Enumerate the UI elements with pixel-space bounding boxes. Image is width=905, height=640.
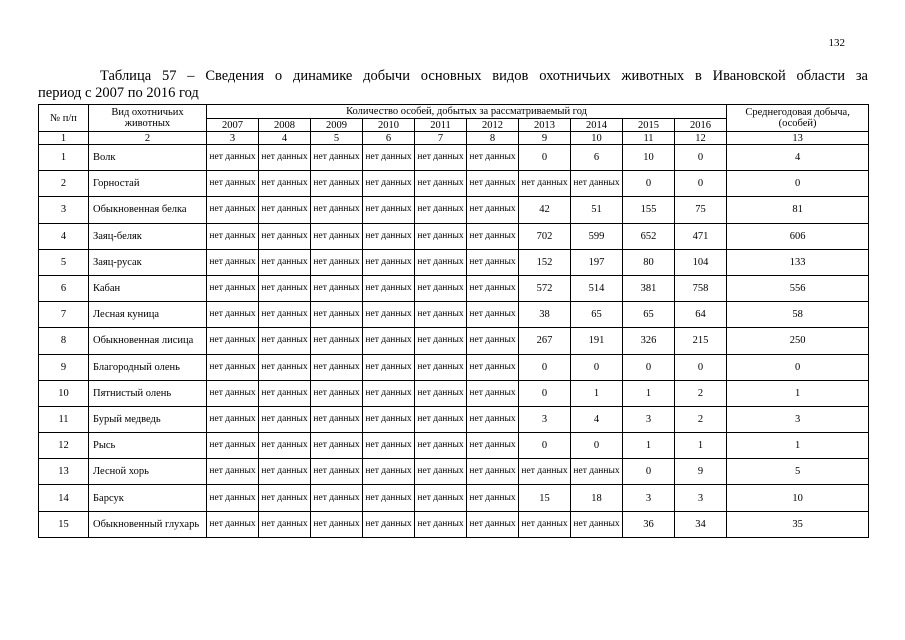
no-data-cell: нет данных <box>311 328 363 354</box>
row-number: 7 <box>39 302 89 328</box>
header-column-number: 4 <box>259 132 311 145</box>
count-cell: 471 <box>675 223 727 249</box>
no-data-cell: нет данных <box>363 249 415 275</box>
header-year: 2008 <box>259 119 311 132</box>
table-row <box>39 145 869 171</box>
no-data-cell: нет данных <box>311 406 363 432</box>
row-number: 9 <box>39 354 89 380</box>
no-data-cell: нет данных <box>259 223 311 249</box>
no-data-cell: нет данных <box>415 145 467 171</box>
no-data-cell: нет данных <box>363 328 415 354</box>
count-cell: 64 <box>675 302 727 328</box>
table-row <box>39 171 869 197</box>
count-cell: 65 <box>571 302 623 328</box>
count-cell: 104 <box>675 249 727 275</box>
no-data-cell: нет данных <box>363 302 415 328</box>
count-cell: 80 <box>623 249 675 275</box>
count-cell: 18 <box>571 485 623 511</box>
no-data-cell: нет данных <box>363 459 415 485</box>
count-cell: 0 <box>519 145 571 171</box>
no-data-cell: нет данных <box>259 171 311 197</box>
no-data-cell: нет данных <box>467 197 519 223</box>
row-number: 10 <box>39 380 89 406</box>
no-data-cell: нет данных <box>207 354 259 380</box>
average-cell: 5 <box>727 459 869 485</box>
row-number: 12 <box>39 433 89 459</box>
header-year: 2013 <box>519 119 571 132</box>
count-cell: 0 <box>675 171 727 197</box>
no-data-cell: нет данных <box>259 249 311 275</box>
no-data-cell: нет данных <box>311 302 363 328</box>
no-data-cell: нет данных <box>467 145 519 171</box>
row-number: 3 <box>39 197 89 223</box>
count-cell: 4 <box>571 406 623 432</box>
count-cell: 38 <box>519 302 571 328</box>
no-data-cell: нет данных <box>259 302 311 328</box>
count-cell: 0 <box>675 145 727 171</box>
no-data-cell: нет данных <box>207 459 259 485</box>
no-data-cell: нет данных <box>467 223 519 249</box>
no-data-cell: нет данных <box>207 511 259 537</box>
table-row <box>39 302 869 328</box>
no-data-cell: нет данных <box>311 459 363 485</box>
average-cell: 606 <box>727 223 869 249</box>
count-cell: 326 <box>623 328 675 354</box>
header-year: 2011 <box>415 119 467 132</box>
no-data-cell: нет данных <box>311 197 363 223</box>
count-cell: 0 <box>623 171 675 197</box>
row-number: 2 <box>39 171 89 197</box>
header-count-group: Количество особей, добытых за рассматриваемый год <box>207 105 727 119</box>
no-data-cell: нет данных <box>467 406 519 432</box>
table-row <box>39 459 869 485</box>
hunting-data-table <box>38 104 869 538</box>
no-data-cell: нет данных <box>519 511 571 537</box>
no-data-cell: нет данных <box>207 328 259 354</box>
species-name: Обыкновенная лисица <box>89 328 207 354</box>
no-data-cell: нет данных <box>311 171 363 197</box>
no-data-cell: нет данных <box>259 380 311 406</box>
no-data-cell: нет данных <box>415 406 467 432</box>
count-cell: 65 <box>623 302 675 328</box>
no-data-cell: нет данных <box>467 302 519 328</box>
average-cell: 250 <box>727 328 869 354</box>
table-row <box>39 485 869 511</box>
no-data-cell: нет данных <box>415 302 467 328</box>
table-row <box>39 433 869 459</box>
table-body <box>39 145 869 538</box>
count-cell: 652 <box>623 223 675 249</box>
no-data-cell: нет данных <box>207 197 259 223</box>
no-data-cell: нет данных <box>311 275 363 301</box>
no-data-cell: нет данных <box>415 485 467 511</box>
count-cell: 34 <box>675 511 727 537</box>
species-name: Заяц-беляк <box>89 223 207 249</box>
no-data-cell: нет данных <box>467 354 519 380</box>
row-number: 14 <box>39 485 89 511</box>
table-row <box>39 511 869 537</box>
count-cell: 6 <box>571 145 623 171</box>
species-name: Лесной хорь <box>89 459 207 485</box>
count-cell: 1 <box>623 433 675 459</box>
no-data-cell: нет данных <box>207 249 259 275</box>
average-cell: 4 <box>727 145 869 171</box>
table-row <box>39 328 869 354</box>
average-cell: 81 <box>727 197 869 223</box>
count-cell: 75 <box>675 197 727 223</box>
row-number: 8 <box>39 328 89 354</box>
count-cell: 3 <box>675 485 727 511</box>
no-data-cell: нет данных <box>363 223 415 249</box>
count-cell: 0 <box>623 459 675 485</box>
species-name: Обыкновенная белка <box>89 197 207 223</box>
count-cell: 514 <box>571 275 623 301</box>
row-number: 13 <box>39 459 89 485</box>
no-data-cell: нет данных <box>207 223 259 249</box>
header-column-number: 3 <box>207 132 259 145</box>
table-row <box>39 249 869 275</box>
no-data-cell: нет данных <box>363 511 415 537</box>
no-data-cell: нет данных <box>467 380 519 406</box>
species-name: Кабан <box>89 275 207 301</box>
header-column-numbers-row <box>39 132 869 145</box>
header-year: 2009 <box>311 119 363 132</box>
no-data-cell: нет данных <box>571 171 623 197</box>
count-cell: 197 <box>571 249 623 275</box>
average-cell: 1 <box>727 380 869 406</box>
average-cell: 58 <box>727 302 869 328</box>
average-cell: 35 <box>727 511 869 537</box>
no-data-cell: нет данных <box>311 249 363 275</box>
no-data-cell: нет данных <box>311 511 363 537</box>
count-cell: 51 <box>571 197 623 223</box>
count-cell: 758 <box>675 275 727 301</box>
header-column-number: 1 <box>39 132 89 145</box>
no-data-cell: нет данных <box>259 197 311 223</box>
no-data-cell: нет данных <box>467 459 519 485</box>
average-cell: 133 <box>727 249 869 275</box>
no-data-cell: нет данных <box>207 302 259 328</box>
row-number: 4 <box>39 223 89 249</box>
no-data-cell: нет данных <box>207 380 259 406</box>
species-name: Горностай <box>89 171 207 197</box>
count-cell: 1 <box>571 380 623 406</box>
header-column-number: 9 <box>519 132 571 145</box>
no-data-cell: нет данных <box>363 171 415 197</box>
count-cell: 1 <box>623 380 675 406</box>
no-data-cell: нет данных <box>467 485 519 511</box>
no-data-cell: нет данных <box>259 511 311 537</box>
count-cell: 15 <box>519 485 571 511</box>
count-cell: 215 <box>675 328 727 354</box>
no-data-cell: нет данных <box>363 145 415 171</box>
count-cell: 3 <box>623 485 675 511</box>
header-column-number: 12 <box>675 132 727 145</box>
no-data-cell: нет данных <box>571 459 623 485</box>
row-number: 11 <box>39 406 89 432</box>
count-cell: 0 <box>623 354 675 380</box>
count-cell: 267 <box>519 328 571 354</box>
no-data-cell: нет данных <box>467 433 519 459</box>
species-name: Благородный олень <box>89 354 207 380</box>
no-data-cell: нет данных <box>467 249 519 275</box>
table-row <box>39 275 869 301</box>
no-data-cell: нет данных <box>415 171 467 197</box>
no-data-cell: нет данных <box>571 511 623 537</box>
count-cell: 381 <box>623 275 675 301</box>
species-name: Пятнистый олень <box>89 380 207 406</box>
count-cell: 0 <box>571 354 623 380</box>
species-name: Бурый медведь <box>89 406 207 432</box>
no-data-cell: нет данных <box>415 380 467 406</box>
no-data-cell: нет данных <box>259 328 311 354</box>
count-cell: 2 <box>675 380 727 406</box>
count-cell: 599 <box>571 223 623 249</box>
species-name: Волк <box>89 145 207 171</box>
no-data-cell: нет данных <box>363 197 415 223</box>
table-row <box>39 380 869 406</box>
header-column-number: 6 <box>363 132 415 145</box>
no-data-cell: нет данных <box>519 171 571 197</box>
average-cell: 0 <box>727 171 869 197</box>
count-cell: 1 <box>675 433 727 459</box>
no-data-cell: нет данных <box>259 275 311 301</box>
no-data-cell: нет данных <box>363 433 415 459</box>
average-cell: 556 <box>727 275 869 301</box>
row-number: 15 <box>39 511 89 537</box>
species-name: Рысь <box>89 433 207 459</box>
no-data-cell: нет данных <box>467 171 519 197</box>
header-year: 2016 <box>675 119 727 132</box>
header-column-number: 5 <box>311 132 363 145</box>
no-data-cell: нет данных <box>207 485 259 511</box>
average-cell: 10 <box>727 485 869 511</box>
table-row <box>39 197 869 223</box>
header-year: 2007 <box>207 119 259 132</box>
average-cell: 3 <box>727 406 869 432</box>
caption-line-2: период с 2007 по 2016 год <box>38 85 199 101</box>
no-data-cell: нет данных <box>207 433 259 459</box>
no-data-cell: нет данных <box>259 459 311 485</box>
header-column-number: 2 <box>89 132 207 145</box>
no-data-cell: нет данных <box>467 328 519 354</box>
caption-line-1: Таблица 57 – Сведения о динамике добычи основных видов охотничьих животных в Ивановской области за <box>100 68 868 84</box>
species-name: Заяц-русак <box>89 249 207 275</box>
row-number: 6 <box>39 275 89 301</box>
no-data-cell: нет данных <box>467 275 519 301</box>
no-data-cell: нет данных <box>415 511 467 537</box>
species-name: Лесная куница <box>89 302 207 328</box>
no-data-cell: нет данных <box>259 433 311 459</box>
no-data-cell: нет данных <box>363 275 415 301</box>
no-data-cell: нет данных <box>363 354 415 380</box>
table-row <box>39 406 869 432</box>
no-data-cell: нет данных <box>415 223 467 249</box>
no-data-cell: нет данных <box>415 328 467 354</box>
count-cell: 0 <box>571 433 623 459</box>
average-cell: 1 <box>727 433 869 459</box>
no-data-cell: нет данных <box>311 433 363 459</box>
count-cell: 572 <box>519 275 571 301</box>
no-data-cell: нет данных <box>207 406 259 432</box>
no-data-cell: нет данных <box>519 459 571 485</box>
header-column-number: 10 <box>571 132 623 145</box>
no-data-cell: нет данных <box>259 145 311 171</box>
count-cell: 42 <box>519 197 571 223</box>
count-cell: 191 <box>571 328 623 354</box>
no-data-cell: нет данных <box>415 249 467 275</box>
count-cell: 9 <box>675 459 727 485</box>
no-data-cell: нет данных <box>311 354 363 380</box>
no-data-cell: нет данных <box>311 380 363 406</box>
no-data-cell: нет данных <box>363 485 415 511</box>
row-number: 5 <box>39 249 89 275</box>
header-column-number: 7 <box>415 132 467 145</box>
count-cell: 2 <box>675 406 727 432</box>
no-data-cell: нет данных <box>207 145 259 171</box>
header-column-number: 11 <box>623 132 675 145</box>
count-cell: 702 <box>519 223 571 249</box>
no-data-cell: нет данных <box>207 171 259 197</box>
count-cell: 152 <box>519 249 571 275</box>
no-data-cell: нет данных <box>363 406 415 432</box>
count-cell: 3 <box>519 406 571 432</box>
no-data-cell: нет данных <box>259 406 311 432</box>
header-no: № п/п <box>39 105 89 132</box>
count-cell: 10 <box>623 145 675 171</box>
species-name: Барсук <box>89 485 207 511</box>
count-cell: 0 <box>519 354 571 380</box>
page-number: 132 <box>828 37 845 49</box>
header-year: 2015 <box>623 119 675 132</box>
no-data-cell: нет данных <box>467 511 519 537</box>
count-cell: 3 <box>623 406 675 432</box>
header-column-number: 13 <box>727 132 869 145</box>
table-row <box>39 223 869 249</box>
no-data-cell: нет данных <box>259 485 311 511</box>
row-number: 1 <box>39 145 89 171</box>
table-row <box>39 354 869 380</box>
no-data-cell: нет данных <box>259 354 311 380</box>
no-data-cell: нет данных <box>415 197 467 223</box>
header-year: 2012 <box>467 119 519 132</box>
no-data-cell: нет данных <box>415 275 467 301</box>
count-cell: 36 <box>623 511 675 537</box>
species-name: Обыкновенный глухарь <box>89 511 207 537</box>
no-data-cell: нет данных <box>311 223 363 249</box>
header-column-number: 8 <box>467 132 519 145</box>
count-cell: 155 <box>623 197 675 223</box>
no-data-cell: нет данных <box>415 354 467 380</box>
count-cell: 0 <box>519 433 571 459</box>
header-species: Вид охотничьих животных <box>89 105 207 132</box>
header-year: 2010 <box>363 119 415 132</box>
count-cell: 0 <box>519 380 571 406</box>
no-data-cell: нет данных <box>415 459 467 485</box>
no-data-cell: нет данных <box>415 433 467 459</box>
table-caption <box>38 68 868 102</box>
header-average: Среднегодовая добыча, (особей) <box>727 105 869 132</box>
count-cell: 0 <box>675 354 727 380</box>
header-year: 2014 <box>571 119 623 132</box>
average-cell: 0 <box>727 354 869 380</box>
no-data-cell: нет данных <box>207 275 259 301</box>
no-data-cell: нет данных <box>311 145 363 171</box>
no-data-cell: нет данных <box>363 380 415 406</box>
no-data-cell: нет данных <box>311 485 363 511</box>
